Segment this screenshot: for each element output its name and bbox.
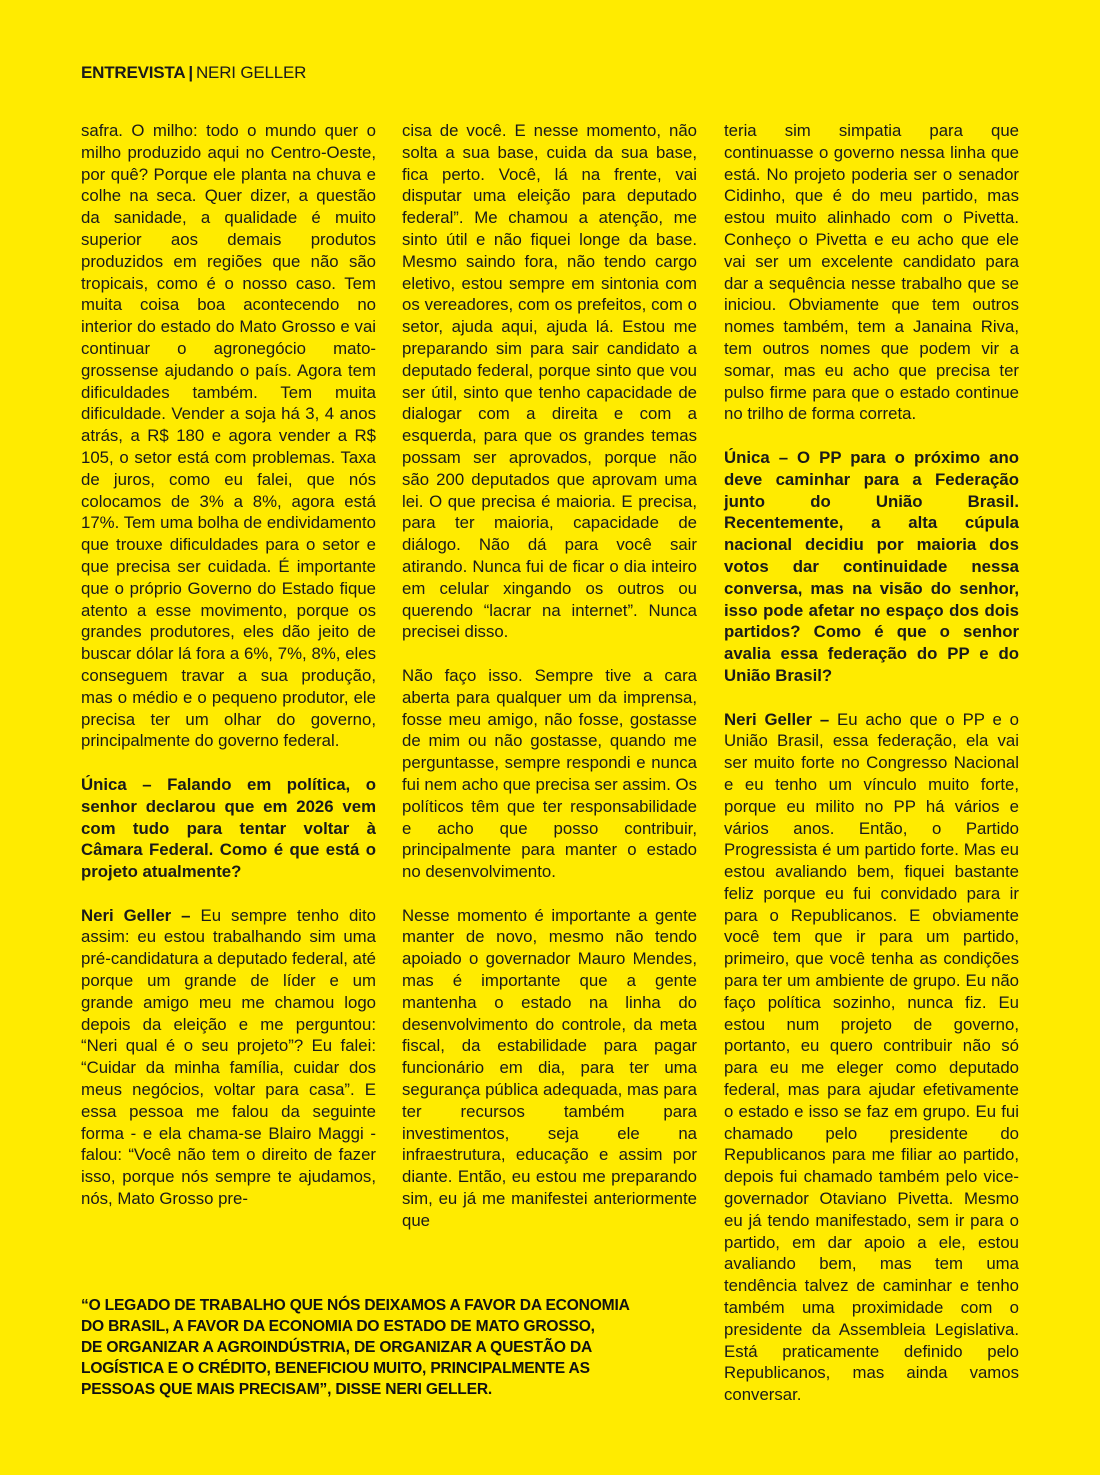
answer-speaker: Neri Geller – bbox=[724, 709, 830, 729]
body-paragraph: cisa de você. E nesse momento, não solta a sua base, cuida da sua base, fica perto. Você, lá na frente, vai disputar uma eleição para deputado federal”. Me chamou a atenção, me sinto útil e não fiquei longe da base. Mesmo saindo fora, não tendo cargo eletivo, estou sempre em sintonia com os vereadores, com os prefeitos, com o setor, ajuda aqui, ajuda lá. Estou me preparando sim para sair candidato a deputado federal, porque sinto que vou ser útil, sinto que tenho capacidade de dialogar com a direita e com a esquerda, para que os grandes temas possam ser aprovados, porque não são 200 deputados que aprovam uma lei. O que precisa é maioria. E precisa, para ter maioria, capacidade de diálogo. Não dá para você sair atirando. Nunca fui de ficar o dia inteiro em celular xingando os outros ou querendo “lacrar na internet”. Nunca precisei disso. bbox=[402, 121, 697, 642]
body-paragraph: safra. O milho: todo o mundo quer o milho produzido aqui no Centro-Oeste, por quê? Porque ele planta na chuva e colhe na seca. Quer dizer, a questão da sanidade, a qualidade é muito superior aos demais produtos produzidos em regiões que não são tropicais, como é o nosso caso. Tem muita coisa boa acontecendo no interior do estado do Mato Grosso e vai continuar o agronegócio mato-grossense ajudando o país. Agora tem dificuldades também. Tem muita dificuldade. Vender a soja há 3, 4 anos atrás, a R$ 180 e agora vender a R$ 105, o setor está com problemas. Taxa de juros, como eu falei, que nós colocamos de 3% a 8%, agora está 17%. Tem uma bolha de endividamento que trouxe dificuldades para o setor e que precisa ser cuidada. É importante que o próprio Governo do Estado fique atento a esse movimento, porque os grandes produtores, eles dão jeito de buscar dólar lá fora a 6%, 7%, 8%, eles conseguem travar a sua produção, mas o médio e o pequeno produtor, ele precisa ter um olhar do governo, principalmente do governo federal. bbox=[81, 121, 376, 751]
pull-quote-line: DE ORGANIZAR A AGROINDÚSTRIA, DE ORGANIZAR A QUESTÃO DA bbox=[81, 1339, 593, 1356]
section-label: ENTREVISTA bbox=[81, 63, 186, 82]
pull-quote bbox=[81, 1295, 691, 1400]
section-header bbox=[81, 62, 306, 84]
pull-quote-line: PESSOAS QUE MAIS PRECISAM”, DISSE NERI GELLER. bbox=[81, 1381, 493, 1398]
interview-question: Única – Falando em política, o senhor declarou que em 2026 vem com tudo para tentar voltar à Câmara Federal. Como é que está o projeto atualmente? bbox=[81, 774, 376, 882]
header-separator: | bbox=[188, 63, 193, 82]
answer-speaker: Neri Geller – bbox=[81, 905, 191, 925]
interview-question: Única – O PP para o próximo ano deve caminhar para a Federação junto do União Brasil. Recentemente, a alta cúpula nacional decidiu por maioria dos votos dar continuidade nessa conversa, mas na visão do senhor, isso pode afetar no espaço dos dois partidos? Como é que o senhor avalia essa federação do PP e do União Brasil? bbox=[724, 447, 1019, 685]
body-paragraph: teria sim simpatia para que continuasse o governo nessa linha que está. No projeto poderia ser o senador Cidinho, que é do meu partido, mas estou muito alinhado com o Pivetta. Conheço o Pivetta e eu acho que ele vai ser um excelente candidato para dar a sequência nesse trabalho que se iniciou. Obviamente que tem outros nomes também, tem a Janaina Riva, tem outros nomes que podem vir a somar, mas eu acho que precisa ter pulso firme para que o estado continue no trilho de forma correta. bbox=[724, 121, 1019, 424]
article-column-3 bbox=[724, 120, 1019, 1406]
pull-quote-line: LOGÍSTICA E O CRÉDITO, BENEFICIOU MUITO, PRINCIPALMENTE AS bbox=[81, 1360, 590, 1377]
body-paragraph: Não faço isso. Sempre tive a cara aberta para qualquer um da imprensa, fosse meu amigo, não fosse, gostasse de mim ou não gostasse, quando me perguntasse, sempre respondi e nunca fui nem acho que precisa ser assim. Os políticos têm que ter responsabilidade e acho que posso contribuir, principalmente para manter o estado no desenvolvimento. bbox=[402, 665, 697, 882]
pull-quote-line: DO BRASIL, A FAVOR DA ECONOMIA DO ESTADO DE MATO GROSSO, bbox=[81, 1318, 595, 1335]
interview-answer bbox=[81, 905, 376, 1210]
interview-answer bbox=[724, 709, 1019, 1407]
answer-text: Eu sempre tenho dito assim: eu estou trabalhando sim uma pré-candidatura a deputado federal, até porque um grande de líder e um grande amigo meu me chamou logo depois da eleição e me perguntou: “Neri qual é o seu projeto”? Eu falei: “Cuidar da minha família, cuidar dos meus negócios, voltar para casa”. E essa pessoa me falou da seguinte forma - e ela chama-se Blairo Maggi - falou: “Você não tem o direito de fazer isso, porque nós sempre te ajudamos, nós, Mato Grosso pre- bbox=[81, 905, 376, 1209]
interviewee-name: NERI GELLER bbox=[195, 63, 307, 82]
article-column-1 bbox=[81, 120, 376, 1210]
answer-text: Eu acho que o PP e o União Brasil, essa federação, ela vai ser muito forte no Congresso Nacional e eu tenho um vínculo muito forte, porque eu milito no PP há vários e vários anos. Então, o Partido Progressista é um partido forte. Mas eu estou avaliando bem, fiquei bastante feliz porque eu fui convidado para ir para o Republicanos. E obviamente você tem que ir para um partido, primeiro, que você tenha as condições para ter um ambiente de grupo. Eu não faço política sozinho, nunca fiz. Eu estou num projeto de governo, portanto, eu quero contribuir não só para eu me eleger como deputado federal, mas para ajudar efetivamente o estado e isso se faz em grupo. Eu fui chamado pelo presidente do Republicanos para me filiar ao partido, depois fui chamado também pelo vice-governador Otaviano Pivetta. Mesmo eu já tendo manifestado, sem ir para o partido, em dar apoio a ele, estou avaliando bem, mas tem uma tendência talvez de caminhar e tenho também uma proximidade com o presidente da Assembleia Legislativa. Está praticamente definido pelo Republicanos, mas ainda vamos conversar. bbox=[724, 709, 1019, 1405]
body-paragraph: Nesse momento é importante a gente manter de novo, mesmo não tendo apoiado o governador Mauro Mendes, mas é importante que a gente mantenha o estado na linha do desenvolvimento do controle, da meta fiscal, da estabilidade para pagar funcionário em dia, para ter uma segurança pública adequada, mas para ter recursos também para investimentos, seja ele na infraestrutura, educação e assim por diante. Então, eu estou me preparando sim, eu já me manifestei anteriormente que bbox=[402, 905, 697, 1230]
pull-quote-line: “O LEGADO DE TRABALHO QUE NÓS DEIXAMOS A FAVOR DA ECONOMIA bbox=[81, 1297, 630, 1314]
article-column-2 bbox=[402, 120, 697, 1232]
